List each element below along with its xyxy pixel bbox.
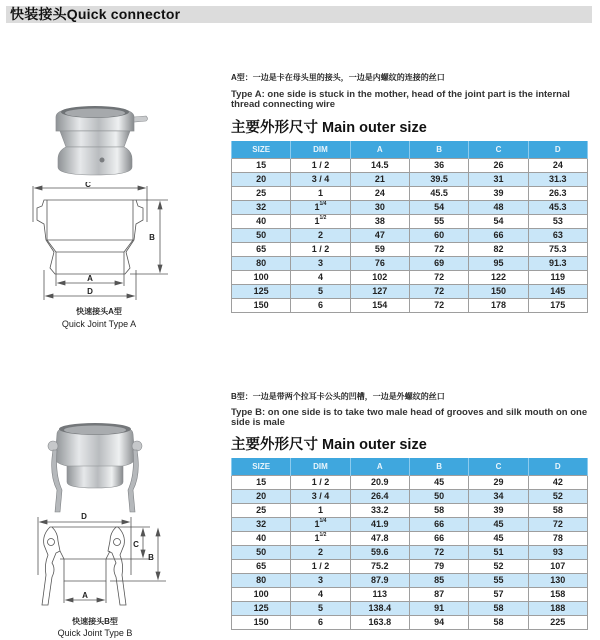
dim-value: 1 (317, 505, 323, 515)
column-header-d: D (528, 141, 587, 159)
page-title-bar (6, 6, 592, 23)
type-a-table-title: 主要外形尺寸 Main outer size (231, 120, 427, 136)
cell-size: 125 (232, 602, 291, 616)
dim-fraction: 1/4 (319, 518, 327, 524)
dim-label-a: A (82, 591, 88, 600)
cell-size: 15 (232, 159, 291, 173)
cell-b: 72 (409, 299, 468, 313)
cell-b: 39.5 (409, 173, 468, 187)
cell-d: 72 (528, 518, 587, 532)
cell-size: 40 (232, 532, 291, 546)
column-header-b: B (409, 458, 468, 476)
cell-d: 24 (528, 159, 587, 173)
cell-a: 127 (350, 285, 409, 299)
cell-size: 65 (232, 560, 291, 574)
cell-d: 31.3 (528, 173, 587, 187)
cell-c: 29 (469, 476, 528, 490)
cell-size: 80 (232, 257, 291, 271)
cell-b: 66 (409, 518, 468, 532)
dim-value: 4 (317, 272, 323, 282)
cell-a: 21 (350, 173, 409, 187)
type-a-caption-cn: 快速接头A型 (76, 307, 122, 316)
cell-dim (291, 490, 350, 504)
cell-size: 125 (232, 285, 291, 299)
cell-dim (291, 271, 350, 285)
type-a-technical-drawing (30, 182, 170, 302)
cell-b: 45 (409, 476, 468, 490)
dim-label-b: B (148, 553, 154, 562)
cell-d: 188 (528, 602, 587, 616)
cell-d: 45.3 (528, 201, 587, 215)
cell-b: 54 (409, 201, 468, 215)
cell-d: 225 (528, 616, 587, 630)
cell-a: 163.8 (350, 616, 409, 630)
dim-value: 2 (317, 547, 323, 557)
cell-b: 36 (409, 159, 468, 173)
type-b-description-en: Type B: on one side is to take two male head of grooves and silk mouth on one side is male (231, 407, 588, 428)
cell-c: 34 (469, 490, 528, 504)
table-row (232, 271, 588, 285)
table-row (232, 257, 588, 271)
cell-c: 58 (469, 602, 528, 616)
dim-value: 1 / 2 (311, 160, 330, 170)
cell-size: 50 (232, 229, 291, 243)
cell-c: 58 (469, 616, 528, 630)
cell-size: 15 (232, 476, 291, 490)
cell-c: 52 (469, 560, 528, 574)
cell-b: 72 (409, 546, 468, 560)
table-row (232, 187, 588, 201)
dim-value: 2 (317, 230, 323, 240)
cell-b: 72 (409, 243, 468, 257)
cell-b: 72 (409, 271, 468, 285)
cell-a: 102 (350, 271, 409, 285)
cell-d: 107 (528, 560, 587, 574)
cell-d: 130 (528, 574, 587, 588)
cell-dim (291, 299, 350, 313)
cell-dim (291, 504, 350, 518)
cell-a: 47 (350, 229, 409, 243)
cell-c: 82 (469, 243, 528, 257)
connector-a-photo-icon (50, 103, 150, 183)
cell-b: 94 (409, 616, 468, 630)
cell-dim (291, 532, 350, 546)
cell-size: 25 (232, 504, 291, 518)
cell-dim (291, 257, 350, 271)
dim-value: 1 (314, 202, 320, 212)
cell-d: 78 (528, 532, 587, 546)
type-a-description-en: Type A: one side is stuck in the mother, head of the joint part is the internal thread connecting wire (231, 89, 570, 110)
column-header-a: A (350, 458, 409, 476)
cell-a: 76 (350, 257, 409, 271)
dim-value: 1 (317, 188, 323, 198)
table-row (232, 588, 588, 602)
dim-value: 1 (314, 519, 320, 529)
cell-c: 150 (469, 285, 528, 299)
cell-b: 91 (409, 602, 468, 616)
table-row (232, 532, 588, 546)
cell-size: 80 (232, 574, 291, 588)
table-row (232, 504, 588, 518)
cell-c: 55 (469, 574, 528, 588)
cell-a: 154 (350, 299, 409, 313)
table-row (232, 201, 588, 215)
cell-c: 66 (469, 229, 528, 243)
cell-dim (291, 588, 350, 602)
cell-a: 14.5 (350, 159, 409, 173)
dim-value: 3 / 4 (311, 174, 330, 184)
cell-a: 20.9 (350, 476, 409, 490)
cell-c: 122 (469, 271, 528, 285)
cell-a: 30 (350, 201, 409, 215)
cell-b: 45.5 (409, 187, 468, 201)
type-b-size-table (231, 458, 588, 630)
cell-size: 100 (232, 588, 291, 602)
table-header-row (232, 458, 588, 476)
column-header-b: B (409, 141, 468, 159)
cell-d: 26.3 (528, 187, 587, 201)
dim-value: 3 / 4 (311, 491, 330, 501)
cell-dim (291, 518, 350, 532)
dim-label-d: D (81, 512, 87, 521)
cell-d: 145 (528, 285, 587, 299)
column-header-c: C (469, 458, 528, 476)
dim-value: 1 (314, 216, 320, 226)
cell-dim (291, 159, 350, 173)
cell-size: 150 (232, 299, 291, 313)
dim-value: 1 (314, 533, 320, 543)
table-header-row (232, 141, 588, 159)
cell-c: 95 (469, 257, 528, 271)
cell-dim (291, 616, 350, 630)
cell-size: 100 (232, 271, 291, 285)
cell-dim (291, 229, 350, 243)
dim-fraction: 1/2 (319, 215, 327, 221)
column-header-size: SIZE (232, 458, 291, 476)
cell-a: 26.4 (350, 490, 409, 504)
cell-a: 38 (350, 215, 409, 229)
type-a-description-cn: A型：一边是卡在母头里的接头，一边是内螺纹的连接的丝口 (231, 73, 445, 82)
dim-fraction: 1/4 (319, 201, 327, 207)
cell-d: 158 (528, 588, 587, 602)
type-a-caption-en: Quick Joint Type A (61, 319, 137, 329)
cell-a: 87.9 (350, 574, 409, 588)
cell-dim (291, 546, 350, 560)
dim-value: 5 (317, 603, 323, 613)
cell-d: 119 (528, 271, 587, 285)
type-b-product-photo (45, 420, 145, 515)
cell-a: 113 (350, 588, 409, 602)
cell-c: 45 (469, 518, 528, 532)
type-b-caption-en: Quick Joint Type B (57, 628, 133, 638)
cell-d: 75.3 (528, 243, 587, 257)
table-row (232, 616, 588, 630)
cell-dim (291, 215, 350, 229)
cell-b: 60 (409, 229, 468, 243)
cell-size: 50 (232, 546, 291, 560)
dim-value: 6 (317, 617, 323, 627)
table-row (232, 229, 588, 243)
page-title: 快装接头Quick connector (10, 6, 181, 22)
table-row (232, 546, 588, 560)
cell-a: 138.4 (350, 602, 409, 616)
dim-label-a: A (87, 274, 93, 283)
column-header-dim: DIM (291, 141, 350, 159)
cell-b: 72 (409, 285, 468, 299)
cell-a: 24 (350, 187, 409, 201)
cell-a: 41.9 (350, 518, 409, 532)
cell-b: 69 (409, 257, 468, 271)
cell-c: 178 (469, 299, 528, 313)
cell-dim (291, 187, 350, 201)
table-row (232, 173, 588, 187)
cell-d: 58 (528, 504, 587, 518)
table-row (232, 476, 588, 490)
dim-value: 1 / 2 (311, 561, 330, 571)
cell-a: 59 (350, 243, 409, 257)
cell-size: 150 (232, 616, 291, 630)
cell-a: 33.2 (350, 504, 409, 518)
dim-value: 3 (317, 258, 323, 268)
cell-size: 20 (232, 173, 291, 187)
cell-c: 26 (469, 159, 528, 173)
cell-c: 51 (469, 546, 528, 560)
cell-b: 85 (409, 574, 468, 588)
cell-d: 93 (528, 546, 587, 560)
cell-b: 55 (409, 215, 468, 229)
dim-label-c: C (85, 182, 91, 189)
cell-c: 45 (469, 532, 528, 546)
cell-b: 66 (409, 532, 468, 546)
dim-value: 6 (317, 300, 323, 310)
dim-value: 1 / 2 (311, 244, 330, 254)
cell-size: 25 (232, 187, 291, 201)
dim-label-c: C (133, 540, 139, 549)
cell-d: 53 (528, 215, 587, 229)
cell-dim (291, 574, 350, 588)
table-row (232, 490, 588, 504)
connector-b-photo-icon (45, 420, 145, 515)
cell-a: 47.8 (350, 532, 409, 546)
table-row (232, 243, 588, 257)
table-row (232, 574, 588, 588)
cell-d: 63 (528, 229, 587, 243)
column-header-dim: DIM (291, 458, 350, 476)
cell-b: 50 (409, 490, 468, 504)
cell-b: 79 (409, 560, 468, 574)
table-row (232, 285, 588, 299)
cell-size: 40 (232, 215, 291, 229)
cell-size: 65 (232, 243, 291, 257)
cell-dim (291, 201, 350, 215)
table-row (232, 602, 588, 616)
column-header-c: C (469, 141, 528, 159)
cell-dim (291, 602, 350, 616)
cell-c: 39 (469, 504, 528, 518)
cell-size: 32 (232, 518, 291, 532)
table-row (232, 560, 588, 574)
type-b-technical-drawing (30, 505, 170, 610)
type-b-description-cn: B型：一边是带两个拉耳卡公头的凹槽，一边是外螺纹的丝口 (231, 392, 445, 401)
table-row (232, 159, 588, 173)
table-row (232, 518, 588, 532)
cell-a: 75.2 (350, 560, 409, 574)
cell-dim (291, 243, 350, 257)
cell-c: 31 (469, 173, 528, 187)
cell-dim (291, 560, 350, 574)
cell-size: 32 (232, 201, 291, 215)
cell-d: 91.3 (528, 257, 587, 271)
table-row (232, 299, 588, 313)
connector-b-drawing-icon (30, 505, 170, 610)
column-header-a: A (350, 141, 409, 159)
cell-b: 87 (409, 588, 468, 602)
cell-d: 42 (528, 476, 587, 490)
cell-d: 52 (528, 490, 587, 504)
cell-c: 54 (469, 215, 528, 229)
type-b-table-title: 主要外形尺寸 Main outer size (231, 437, 427, 453)
cell-dim (291, 285, 350, 299)
cell-dim (291, 476, 350, 490)
column-header-size: SIZE (232, 141, 291, 159)
dim-value: 1 / 2 (311, 477, 330, 487)
dim-label-d: D (87, 287, 93, 296)
cell-size: 20 (232, 490, 291, 504)
type-b-caption-cn: 快速接头B型 (72, 617, 118, 626)
type-a-size-table (231, 141, 588, 313)
dim-value: 4 (317, 589, 323, 599)
cell-c: 39 (469, 187, 528, 201)
dim-value: 3 (317, 575, 323, 585)
cell-c: 48 (469, 201, 528, 215)
dim-value: 5 (317, 286, 323, 296)
table-row (232, 215, 588, 229)
cell-b: 58 (409, 504, 468, 518)
connector-a-drawing-icon (30, 182, 170, 302)
dim-fraction: 1/2 (319, 532, 327, 538)
cell-a: 59.6 (350, 546, 409, 560)
cell-dim (291, 173, 350, 187)
cell-c: 57 (469, 588, 528, 602)
dim-label-b: B (149, 233, 155, 242)
type-a-product-photo (50, 103, 150, 183)
column-header-d: D (528, 458, 587, 476)
cell-d: 175 (528, 299, 587, 313)
